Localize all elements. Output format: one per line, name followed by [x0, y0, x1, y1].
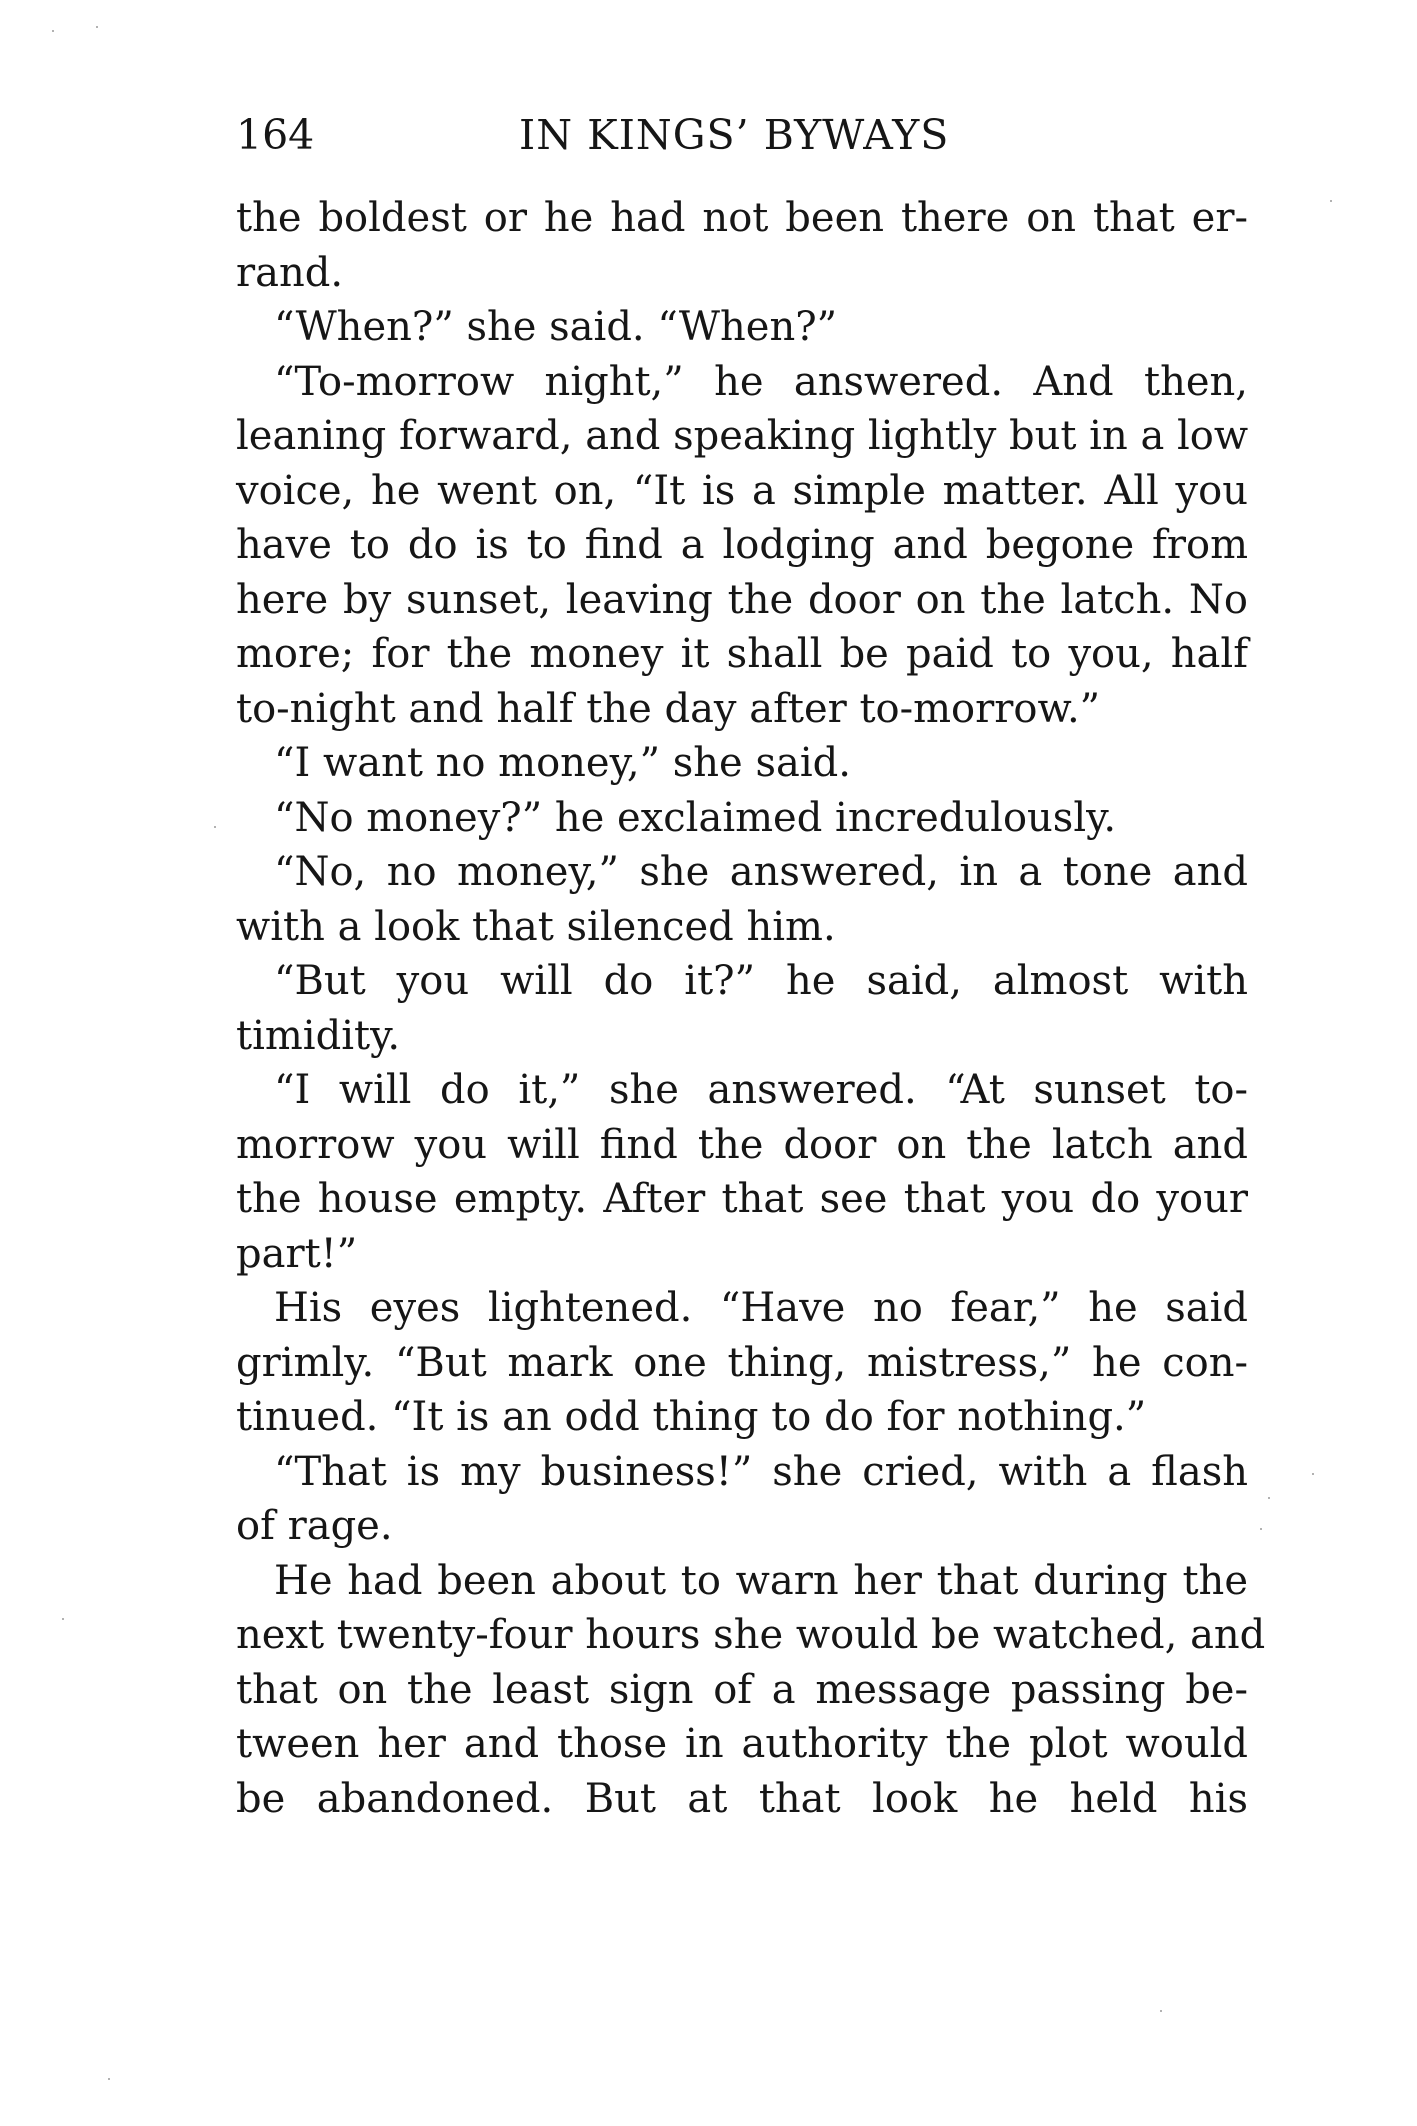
paper-speck — [1268, 1497, 1270, 1499]
body-text — [236, 191, 1266, 1826]
text-line: “But you will do it?” he said, almost with — [274, 958, 1248, 1004]
text-line: “That is my business!” she cried, with a flash — [274, 1448, 1248, 1495]
text-line: with a look that silenced him. — [236, 903, 836, 950]
text-line: timidity. — [236, 1012, 401, 1059]
text-line: have to do is to find a lodging and begone from — [236, 522, 1248, 568]
text-line: “No, no money,” she answered, in a tone and — [274, 849, 1248, 895]
text-line: morrow you will find the door on the latch and — [236, 1121, 1248, 1168]
paper-speck — [1312, 1473, 1314, 1475]
running-title: IN KINGS’ BYWAYS — [519, 111, 950, 159]
text-line: “I will do it,” she answered. “At sunset to- — [274, 1067, 1248, 1113]
paper-speck — [1160, 2010, 1162, 2012]
page-number: 164 — [236, 111, 315, 159]
paper-speck — [108, 2078, 110, 2080]
text-line: the house empty. After that see that you do your — [236, 1176, 1248, 1222]
text-line: He had been about to warn her that during the — [274, 1557, 1248, 1604]
text-line: the boldest or he had not been there on that er- — [236, 195, 1248, 241]
text-line: grimly. “But mark one thing, mistress,” he con- — [236, 1339, 1248, 1386]
text-line: His eyes lightened. “Have no fear,” he said — [274, 1285, 1248, 1331]
text-line: to-night and half the day after to-morrow.” — [236, 685, 1101, 732]
text-line: here by sunset, leaving the door on the latch. No — [236, 576, 1248, 623]
text-line: “No money?” he exclaimed incredulously. — [274, 794, 1117, 841]
paper-speck — [96, 26, 98, 28]
paper-speck — [62, 1618, 64, 1620]
paper-speck — [52, 30, 54, 32]
text-line: “I want no money,” she said. — [274, 740, 851, 786]
text-line: rand. — [236, 249, 344, 296]
text-line: next twenty-four hours she would be watched, and — [236, 1612, 1266, 1658]
text-line: “To-morrow night,” he answered. And then, — [274, 358, 1248, 405]
paper-speck — [1330, 200, 1332, 202]
text-line: “When?” she said. “When?” — [274, 304, 838, 350]
text-line: that on the least sign of a message passing be- — [236, 1666, 1248, 1713]
text-line: of rage. — [236, 1503, 393, 1549]
running-head — [236, 105, 1248, 165]
text-line: part!” — [236, 1230, 358, 1277]
text-line: leaning forward, and speaking lightly but in a low — [236, 413, 1249, 459]
paper-speck — [1260, 1528, 1262, 1530]
text-line: voice, he went on, “It is a simple matter. All you — [236, 467, 1248, 514]
paper-speck — [214, 826, 216, 828]
text-line: more; for the money it shall be paid to you, half — [236, 631, 1248, 677]
text-line: tween her and those in authority the plot would — [236, 1721, 1248, 1767]
text-line: be abandoned. But at that look he held his — [236, 1775, 1248, 1822]
text-line: tinued. “It is an odd thing to do for nothing.” — [236, 1394, 1147, 1440]
